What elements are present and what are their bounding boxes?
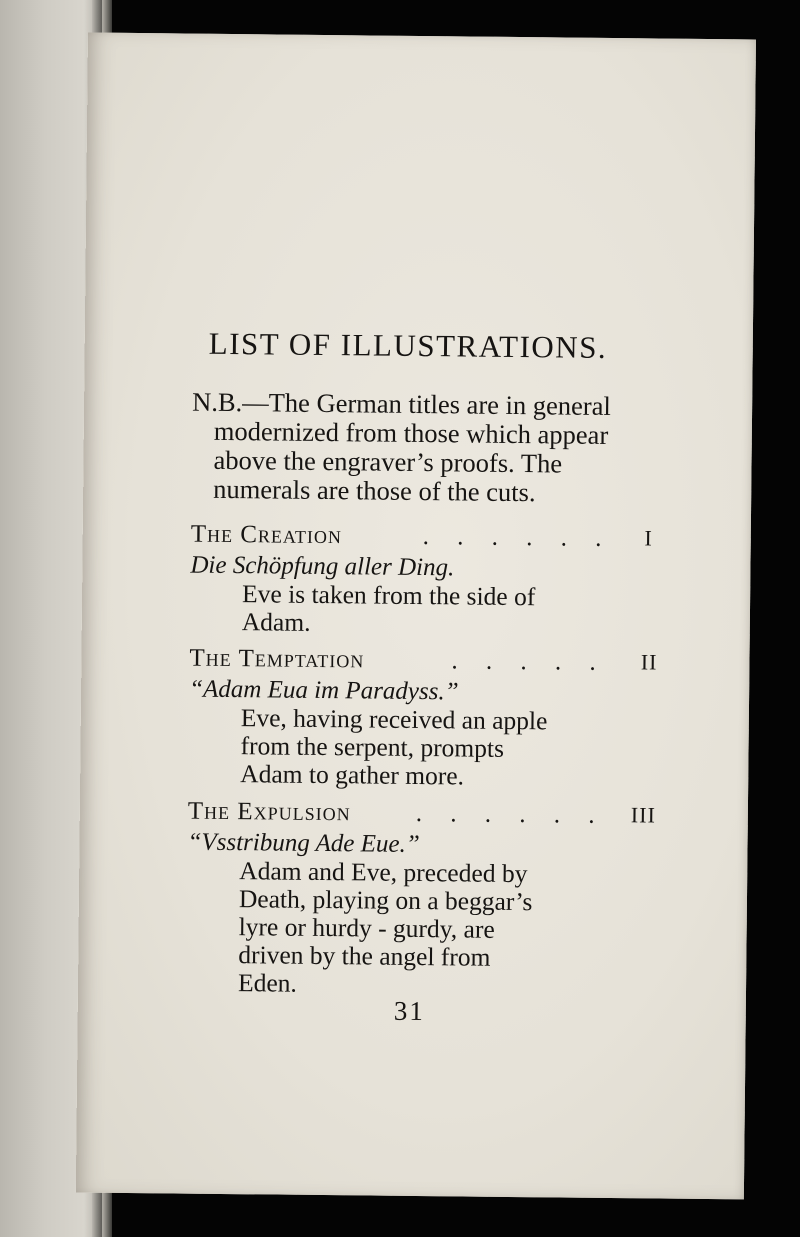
cut-numeral: II: [640, 649, 658, 675]
leader-dots: . . . . .: [451, 647, 607, 676]
german-title: Die Schöpfung aller Ding.: [190, 551, 455, 582]
description-line: from the serpent, prompts: [240, 731, 505, 763]
entry-title: The Temptation: [189, 644, 365, 674]
description-line: Eve is taken from the side of: [241, 579, 536, 612]
description-line: Adam and Eve, preceded by: [239, 856, 528, 889]
page-title: LIST OF ILLUSTRATIONS.: [208, 325, 608, 365]
illustration-list: [187, 520, 659, 998]
entry-heading: [189, 645, 657, 680]
description-line: Death, playing on a beggar’s: [238, 884, 533, 917]
german-title: “Vsstribung Ade Eue.”: [187, 828, 420, 859]
note-line: above the engraver’s proofs. The: [213, 444, 563, 479]
illustration-entry: [188, 645, 657, 793]
description-line: lyre or hurdy - gurdy, are: [238, 912, 495, 944]
entry-heading: [188, 798, 656, 833]
entry-description: [190, 580, 605, 640]
page-content: [187, 316, 663, 1027]
book-page: [76, 33, 756, 1200]
leader-dots: . . . . . .: [415, 799, 606, 829]
page-number: 31: [393, 995, 425, 1027]
illustration-entry: [186, 798, 656, 1002]
description-line: Adam to gather more.: [240, 759, 465, 791]
entry-description: [186, 857, 601, 1001]
entry-title: The Expulsion: [187, 797, 351, 827]
description-line: Adam.: [241, 607, 311, 637]
note-line: modernized from those which appear: [213, 415, 609, 450]
german-title: “Adam Eua im Paradyss.”: [189, 675, 459, 706]
entry-heading: [191, 521, 659, 556]
leader-dots: . . . . . .: [422, 523, 613, 553]
note-line: N.B.—The German titles are in general: [192, 386, 611, 421]
description-line: driven by the angel from: [238, 940, 491, 972]
entry-description: [188, 704, 603, 792]
description-line: Eve, having received an apple: [240, 703, 548, 736]
cut-numeral: III: [630, 802, 656, 828]
entry-title: The Creation: [190, 520, 343, 550]
editorial-note: [191, 388, 660, 509]
illustration-entry: [190, 521, 659, 641]
description-line: Eden.: [237, 968, 298, 998]
note-line: numerals are those of the cuts.: [213, 473, 536, 508]
cut-numeral: I: [644, 525, 653, 551]
